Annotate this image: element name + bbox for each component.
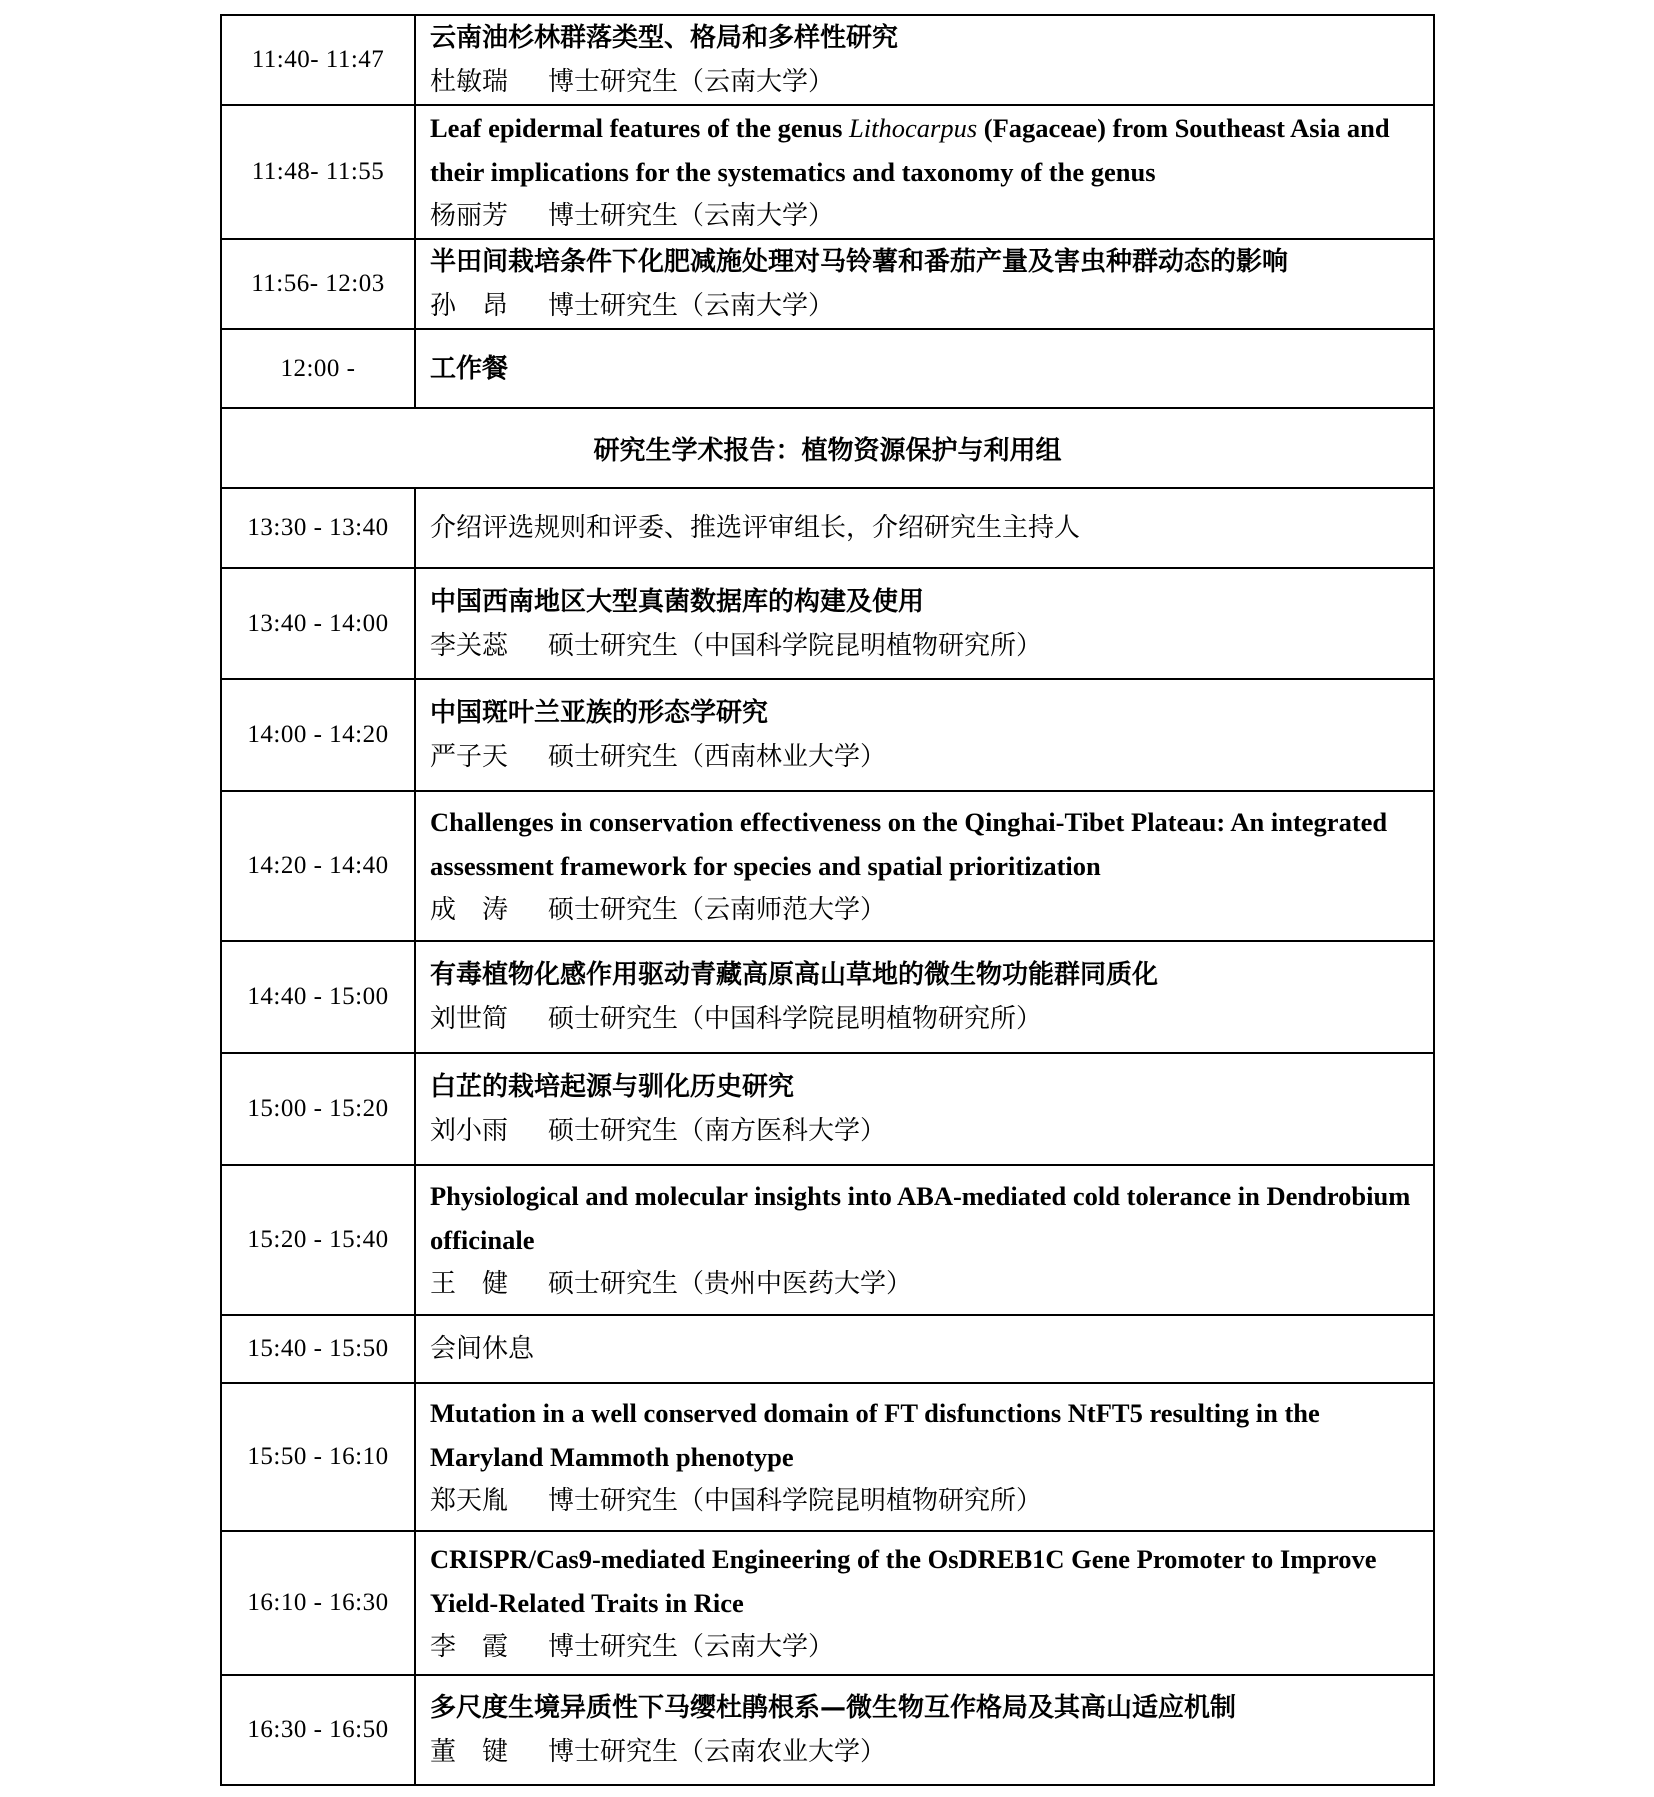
talk-title: 中国斑叶兰亚族的形态学研究: [430, 698, 769, 728]
time-slot: 14:40 - 15:00: [221, 941, 415, 1053]
time-slot: 13:30 - 13:40: [221, 488, 415, 568]
talk-title: 白芷的栽培起源与驯化历史研究: [430, 1072, 795, 1102]
talk-cell: [415, 15, 1434, 105]
agenda-text: 会间休息: [430, 1334, 535, 1364]
speaker-detail: 硕士研究生（中国科学院昆明植物研究所）: [548, 630, 1043, 661]
talk-cell: [415, 568, 1434, 679]
speaker-detail: 博士研究生（云南农业大学）: [548, 1737, 887, 1767]
speaker-detail: 硕士研究生（云南师范大学）: [548, 895, 887, 925]
speaker-line: [430, 1730, 1419, 1774]
talk-cell: [415, 791, 1434, 941]
time-slot: 11:56- 12:03: [221, 239, 415, 329]
talk-title: [430, 106, 1419, 194]
talk-title-italic: Lithocarpus: [849, 113, 978, 143]
speaker-detail: 博士研究生（云南大学）: [548, 1632, 835, 1662]
table-row: [221, 941, 1434, 1053]
schedule-table: [220, 14, 1435, 1786]
section-row: [221, 408, 1434, 488]
table-row: [221, 329, 1434, 408]
time-slot: 11:48- 11:55: [221, 105, 415, 239]
speaker-line: [430, 1625, 1419, 1669]
talk-cell: [415, 1383, 1434, 1531]
speaker-line: [430, 1109, 1419, 1153]
time-slot: 16:30 - 16:50: [221, 1675, 415, 1785]
speaker-detail: 硕士研究生（西南林业大学）: [548, 742, 887, 772]
talk-title: CRISPR/Cas9-mediated Engineering of the OsDREB1C Gene Promoter to Improve Yield-Related Traits in Rice: [430, 1544, 1377, 1618]
talk-title: 有毒植物化感作用驱动青藏高原高山草地的微生物功能群同质化: [430, 960, 1159, 990]
speaker-line: [430, 60, 1419, 104]
talk-cell: [415, 1165, 1434, 1315]
table-row: [221, 791, 1434, 941]
speaker-name: 杜敏瑞: [430, 67, 509, 97]
table-row: [221, 239, 1434, 329]
speaker-name: 李关蕊: [430, 630, 509, 661]
speaker-detail: 博士研究生（云南大学）: [548, 201, 835, 231]
table-row: [221, 1053, 1434, 1165]
table-row: [221, 1165, 1434, 1315]
speaker-name: 刘小雨: [430, 1116, 509, 1146]
speaker-line: [430, 1479, 1419, 1523]
speaker-detail: 博士研究生（云南大学）: [548, 67, 835, 97]
time-slot: 16:10 - 16:30: [221, 1531, 415, 1675]
table-row: [221, 568, 1434, 679]
speaker-line: [430, 735, 1419, 779]
talk-title: 半田间栽培条件下化肥减施处理对马铃薯和番茄产量及害虫种群动态的影响: [430, 247, 1289, 277]
talk-title: Physiological and molecular insights into ABA-mediated cold tolerance in Dendrobium officinale: [430, 1181, 1411, 1255]
talk-cell: [415, 329, 1434, 408]
talk-title: Challenges in conservation effectiveness on the Qinghai-Tibet Plateau: An integrated assessment framework for species and spatial prioritization: [430, 807, 1388, 881]
time-slot: 15:40 - 15:50: [221, 1315, 415, 1383]
speaker-name: 严子天: [430, 742, 509, 772]
time-slot: 15:50 - 16:10: [221, 1383, 415, 1531]
speaker-line: [430, 888, 1419, 932]
talk-cell: [415, 1531, 1434, 1675]
talk-title-part: Leaf epidermal features of the genus: [430, 113, 850, 143]
speaker-detail: 博士研究生（中国科学院昆明植物研究所）: [548, 1486, 1043, 1516]
talk-cell: [415, 941, 1434, 1053]
speaker-detail: 硕士研究生（南方医科大学）: [548, 1116, 887, 1146]
speaker-name: 郑天胤: [430, 1486, 509, 1516]
talk-cell: [415, 239, 1434, 329]
speaker-line: [430, 1262, 1419, 1306]
speaker-name: 刘世简: [430, 1004, 509, 1034]
speaker-detail: 硕士研究生（中国科学院昆明植物研究所）: [548, 1004, 1043, 1034]
speaker-detail: 博士研究生（云南大学）: [548, 291, 835, 321]
table-row: [221, 15, 1434, 105]
agenda-cell: [415, 1315, 1434, 1383]
table-row: [221, 679, 1434, 791]
table-row: [221, 1383, 1434, 1531]
talk-cell: [415, 679, 1434, 791]
speaker-line: [430, 194, 1419, 238]
talk-cell: [415, 105, 1434, 239]
table-row: [221, 105, 1434, 239]
time-slot: 14:20 - 14:40: [221, 791, 415, 941]
table-row: [221, 488, 1434, 568]
talk-title: 中国西南地区大型真菌数据库的构建及使用: [430, 586, 925, 617]
speaker-name: 董 键: [430, 1737, 509, 1767]
speaker-name: 成 涛: [430, 895, 509, 925]
table-row: [221, 1315, 1434, 1383]
speaker-name: 孙 昂: [430, 291, 509, 321]
talk-cell: [415, 1675, 1434, 1785]
time-slot: 13:40 - 14:00: [221, 568, 415, 679]
speaker-line: [430, 624, 1419, 668]
speaker-detail: 硕士研究生（贵州中医药大学）: [548, 1269, 913, 1299]
agenda-cell: [415, 488, 1434, 568]
time-slot: 15:00 - 15:20: [221, 1053, 415, 1165]
talk-title: 云南油杉林群落类型、格局和多样性研究: [430, 23, 899, 53]
table-row: [221, 1531, 1434, 1675]
talk-title: 多尺度生境异质性下马缨杜鹃根系—微生物互作格局及其高山适应机制: [430, 1693, 1237, 1723]
time-slot: 11:40- 11:47: [221, 15, 415, 105]
time-slot: 12:00 -: [221, 329, 415, 408]
speaker-name: 杨丽芳: [430, 201, 509, 231]
speaker-name: 李 霞: [430, 1632, 509, 1662]
speaker-name: 王 健: [430, 1269, 509, 1299]
talk-title: 工作餐: [430, 353, 509, 384]
speaker-line: [430, 284, 1419, 328]
time-slot: 14:00 - 14:20: [221, 679, 415, 791]
section-heading: 研究生学术报告：植物资源保护与利用组: [221, 408, 1434, 488]
agenda-text: 介绍评选规则和评委、推选评审组长，介绍研究生主持人: [430, 513, 1081, 543]
talk-title-part: (Fagaceae) from Southeast Asia and their implications for the systematics and taxonomy of the genus: [430, 113, 1390, 187]
table-row: [221, 1675, 1434, 1785]
talk-title: Mutation in a well conserved domain of FT disfunctions NtFT5 resulting in the Maryland Mammoth phenotype: [430, 1398, 1320, 1472]
time-slot: 15:20 - 15:40: [221, 1165, 415, 1315]
speaker-line: [430, 997, 1419, 1041]
talk-cell: [415, 1053, 1434, 1165]
